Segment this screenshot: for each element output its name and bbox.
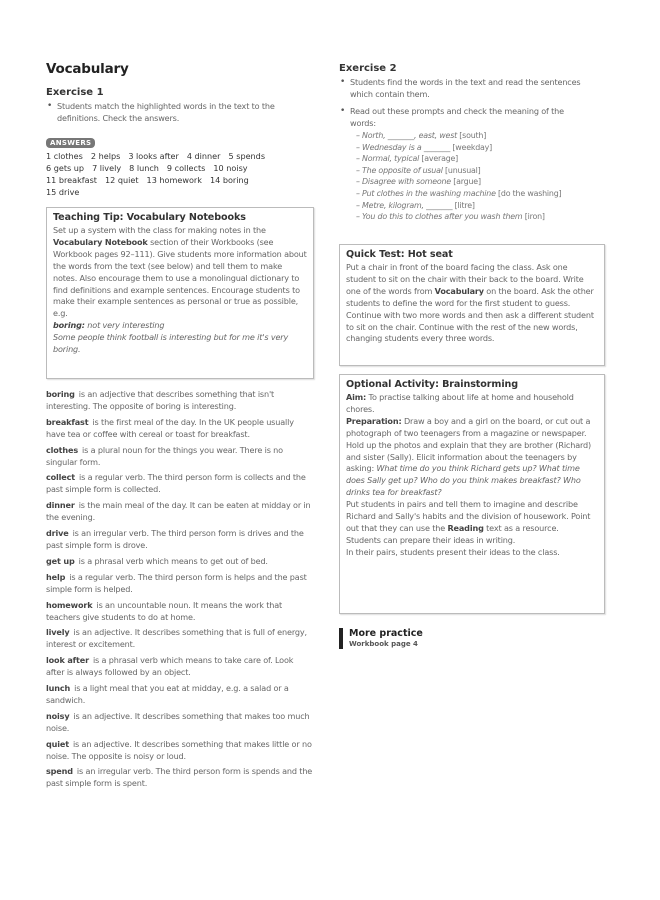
- definition-word: breakfast: [46, 416, 89, 427]
- quick-test-text: Put a chair in front of the board facing the class. Ask one student to sit on the chair with their back to the board. Write one of the words from: [346, 262, 584, 296]
- definition-item: [46, 389, 314, 413]
- definition-item: [46, 683, 314, 707]
- optional-activity-title: Optional Activity: Brainstorming: [346, 379, 519, 390]
- definition-text: is the main meal of the day. It can be eaten at midday or in the evening.: [46, 500, 311, 523]
- definition-word: quiet: [46, 738, 69, 749]
- definition-item: [46, 627, 314, 651]
- prompt-answer: [argue]: [450, 177, 481, 187]
- tip-example-word: boring:: [53, 320, 85, 331]
- quick-test-box: [339, 244, 605, 366]
- answers-badge: ANSWERS: [46, 138, 95, 148]
- aim-text: To practise talking about life at home and household chores.: [346, 392, 574, 414]
- definition-item: [46, 600, 314, 624]
- answer-item: 15 drive: [46, 187, 80, 197]
- prompt-text: – Metre, kilogram, _______: [356, 200, 453, 210]
- definition-text: is an adjective. It describes something that makes little or no noise. The opposite is noisy or loud.: [46, 738, 312, 761]
- answer-item: 6 gets up: [46, 163, 85, 173]
- definition-item: [46, 500, 314, 524]
- exercise-2-instruction-1: • Students find the words in the text and read the sentences which contain them.: [339, 77, 590, 101]
- exercise-2-heading: Exercise 2: [339, 63, 397, 74]
- prompt-answer: [unusual]: [442, 165, 481, 175]
- definition-item: [46, 572, 314, 596]
- answer-item: 13 homework: [146, 175, 202, 185]
- activity-questions: What time do you think Richard gets up? What time does Sally get up? Who do you think makes breakfast? Who drinks tea for breakfast?: [346, 463, 581, 498]
- more-practice-title: More practice: [349, 628, 423, 639]
- more-practice-reference: Workbook page 4: [349, 640, 418, 648]
- prompt-item: [356, 165, 561, 177]
- exercise-2-prompts: [356, 130, 561, 223]
- answer-item: 2 helps: [90, 151, 121, 161]
- prompt-answer: [south]: [457, 131, 487, 140]
- section-title-vocabulary: Vocabulary: [46, 61, 129, 77]
- elicit-paragraph: [346, 440, 599, 500]
- prompt-answer: [iron]: [522, 212, 545, 222]
- prompt-text: – The opposite of usual: [356, 165, 443, 175]
- definition-word: drive: [46, 528, 69, 539]
- definition-word: get up: [46, 555, 75, 566]
- exercise-1-heading: Exercise 1: [46, 87, 104, 98]
- prompt-text: – Disagree with someone: [356, 177, 451, 187]
- prompt-answer: [weekday]: [450, 142, 493, 152]
- activity-text: Students can prepare their ideas in writing.: [346, 534, 516, 545]
- definition-text: is an adjective. It describes something that is full of energy, interest or excitement.: [46, 627, 307, 650]
- prompt-item: [356, 142, 561, 154]
- definition-item: [46, 655, 314, 679]
- answer-item: 11 breakfast: [46, 175, 97, 185]
- definition-word: lunch: [46, 683, 71, 694]
- aim-paragraph: [346, 392, 599, 416]
- activity-text: Put students in pairs and tell them to imagine and describe Richard and Sally's habits and the division of housework. Point out that they can use the: [346, 499, 591, 533]
- definition-text: is a regular verb. The third person form is helps and the past simple form is helped.: [46, 571, 307, 594]
- definition-word: lively: [46, 627, 70, 638]
- tip-text: Set up a system with the class for making notes in the: [53, 225, 266, 235]
- definitions-list: [46, 389, 314, 794]
- answer-item: 1 clothes: [46, 151, 83, 161]
- definition-item: [46, 711, 314, 735]
- definition-text: is an adjective. It describes something that makes too much noise.: [46, 710, 310, 733]
- definition-word: noisy: [46, 710, 70, 721]
- definition-word: homework: [46, 599, 93, 610]
- answer-item: 4 dinner: [186, 151, 221, 161]
- tip-example-definition: not very interesting: [84, 320, 165, 331]
- preparation-paragraph: [346, 416, 599, 440]
- quick-test-text: on the board. Ask the other students to define the word for the first student to guess. Continue with two more words and then ask a different student to sit on the chair. Continue with the rest of the new words, changing students every three words.: [346, 285, 594, 344]
- preparation-text: Draw a boy and a girl on the board, or cut out a photograph of two teenagers from a magazine or newspaper.: [346, 415, 591, 438]
- definition-text: is an irregular verb. The third person form is spends and the past simple form is spent.: [46, 766, 313, 789]
- definition-text: is an adjective that describes something that isn't interesting. The opposite of boring is interesting.: [46, 389, 275, 411]
- definition-item: [46, 472, 314, 496]
- tip-example-sentence: Some people think football is interesting but for me it's very boring.: [53, 332, 289, 355]
- definition-word: boring: [46, 389, 75, 399]
- definition-word: clothes: [46, 444, 79, 455]
- definition-text: is an uncountable noun. It means the work that teachers give students to do at home.: [46, 599, 283, 622]
- definition-word: dinner: [46, 500, 75, 511]
- definition-text: is a plural noun for the things you wear. There is no singular form.: [46, 444, 283, 467]
- answer-item: 3 looks after: [128, 151, 179, 161]
- prompt-text: – You do this to clothes after you wash them: [356, 212, 523, 222]
- activity-text: Hold up the photos and explain that they are brother (Richard) and sister (Sally). Elicit information about the teenagers by asking:: [346, 439, 592, 474]
- answer-item: 5 spends: [228, 151, 266, 161]
- definition-word: help: [46, 571, 66, 582]
- definition-text: is a phrasal verb which means to get out of bed.: [78, 555, 268, 566]
- prompt-item: [356, 200, 561, 212]
- teaching-tip-box: [46, 207, 314, 379]
- prompt-item: [356, 188, 561, 200]
- definition-item: [46, 417, 314, 441]
- quick-test-bold-term: Vocabulary: [434, 285, 484, 296]
- prompt-text: – North, _______, east, west: [356, 131, 457, 140]
- answer-item: 12 quiet: [105, 175, 139, 185]
- activity-bold-term: Reading: [447, 522, 484, 533]
- preparation-label: Preparation:: [346, 415, 402, 426]
- pairs-paragraph: [346, 499, 599, 535]
- tip-text: section of their Workbooks (see Workbook pages 92–111). Give students more information about the words from the text (see below) and tell them to make notes. Also encourage them to use a monolingual dictionary to find definitions and example sentences. Encourage students to make their example sentences as personal or true as possible, e.g.: [53, 236, 307, 319]
- definition-word: collect: [46, 472, 76, 483]
- definition-text: is a phrasal verb which means to take care of. Look after is always followed by an object.: [46, 655, 294, 678]
- aim-label: Aim:: [346, 392, 367, 402]
- exercise-1-instruction: • Students match the highlighted words in the text to the definitions. Check the answers.: [46, 101, 319, 125]
- exercise-2-instruction-2: • Read out these prompts and check the meaning of the words:: [339, 106, 590, 130]
- activity-text: In their pairs, students present their ideas to the class.: [346, 546, 560, 557]
- prompt-item: [356, 176, 561, 188]
- prompt-answer: [average]: [419, 154, 459, 164]
- prompt-item: [356, 211, 561, 223]
- prompt-answer: [do the washing]: [495, 188, 562, 198]
- answer-item: 9 collects: [166, 163, 206, 173]
- answer-item: 10 noisy: [213, 163, 248, 173]
- quick-test-title: Quick Test: Hot seat: [346, 249, 453, 260]
- answer-item: 8 lunch: [129, 163, 159, 173]
- activity-text: text as a resource.: [483, 522, 559, 533]
- definition-text: is a light meal that you eat at midday, e.g. a salad or a sandwich.: [46, 683, 289, 705]
- definition-word: spend: [46, 766, 73, 777]
- definition-text: is the first meal of the day. In the UK people usually have tea or coffee with cereal or toast for breakfast.: [46, 416, 294, 439]
- answer-item: 14 boring: [209, 175, 249, 185]
- definition-item: [46, 556, 314, 568]
- optional-activity-body: [346, 392, 599, 559]
- answers-list: [46, 150, 316, 198]
- definition-text: is an irregular verb. The third person form is drives and the past simple form is drove.: [46, 528, 304, 550]
- prompt-item: [356, 130, 561, 142]
- teaching-tip-body: [53, 225, 308, 356]
- prompt-text: – Wednesday is a _______: [356, 142, 451, 152]
- definition-text: is a regular verb. The third person form is collects and the past simple form is collected.: [46, 472, 306, 495]
- optional-activity-box: [339, 374, 605, 614]
- prompt-answer: [litre]: [452, 200, 475, 210]
- definition-item: [46, 739, 314, 763]
- tip-bold-term: Vocabulary Notebook: [53, 236, 148, 247]
- prompt-text: – Put clothes in the washing machine: [356, 188, 496, 198]
- answer-item: 7 lively: [92, 163, 122, 173]
- prompt-text: – Normal, typical: [356, 154, 420, 164]
- more-practice-callout: [339, 628, 423, 649]
- teaching-tip-title: Teaching Tip: Vocabulary Notebooks: [53, 212, 246, 223]
- quick-test-body: [346, 262, 599, 345]
- definition-item: [46, 528, 314, 552]
- definition-item: [46, 766, 314, 790]
- definition-item: [46, 445, 314, 469]
- definition-word: look after: [46, 655, 89, 666]
- prompt-item: [356, 153, 561, 165]
